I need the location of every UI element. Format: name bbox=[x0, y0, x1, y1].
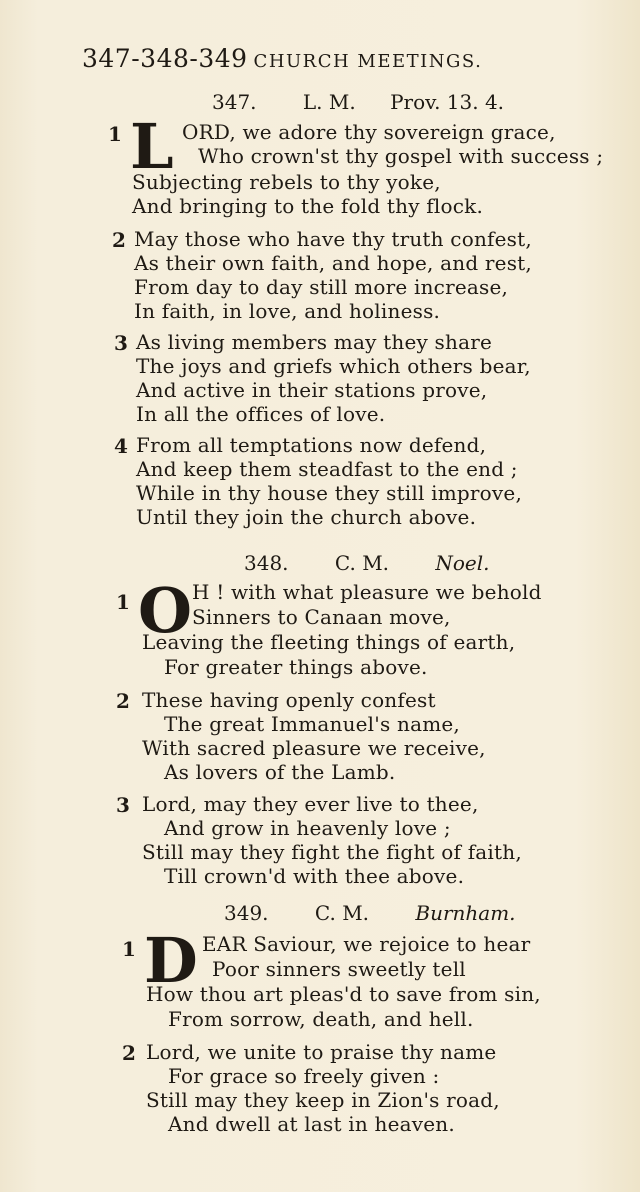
verse-line: For grace so freely given : bbox=[168, 1064, 440, 1088]
verse-line: Poor sinners sweetly tell bbox=[212, 957, 466, 981]
stanza-number: 2 bbox=[122, 1041, 136, 1065]
verse-line: And dwell at last in heaven. bbox=[168, 1112, 455, 1136]
hymn-tune: Noel. bbox=[435, 551, 490, 575]
verse-line: As lovers of the Lamb. bbox=[164, 760, 396, 784]
verse-line: Till crown'd with thee above. bbox=[164, 864, 465, 888]
verse-line: For greater things above. bbox=[164, 655, 428, 679]
stanza-number: 1 bbox=[116, 590, 130, 614]
running-head-numbers: 347-348-349 bbox=[82, 44, 248, 73]
stanza-number: 2 bbox=[116, 689, 130, 713]
verse-line: How thou art pleas'd to save from sin, bbox=[146, 982, 541, 1006]
hymn-tune: Burnham. bbox=[415, 901, 516, 925]
verse-line: And bringing to the fold thy flock. bbox=[132, 194, 484, 218]
hymn-header-349 bbox=[224, 901, 516, 925]
verse-line: Leaving the fleeting things of earth, bbox=[142, 630, 516, 654]
verse-line: While in thy house they still improve, bbox=[136, 481, 523, 505]
verse-line: And active in their stations prove, bbox=[136, 378, 488, 402]
drop-cap: L bbox=[130, 110, 174, 183]
hymn-meter: C. M. bbox=[314, 901, 370, 925]
stanza-number: 1 bbox=[122, 937, 136, 961]
stanza-number: 2 bbox=[112, 228, 126, 252]
verse-line: From day to day still more increase, bbox=[134, 275, 509, 299]
verse-line: Lord, we unite to praise thy name bbox=[146, 1040, 497, 1064]
hymn-header-348 bbox=[244, 551, 490, 575]
stanza-number: 4 bbox=[114, 434, 128, 458]
verse-line: EAR Saviour, we rejoice to hear bbox=[202, 932, 531, 956]
running-head bbox=[82, 44, 482, 73]
verse-line: Lord, may they ever live to thee, bbox=[142, 792, 479, 816]
hymn-number: 347. bbox=[212, 90, 257, 114]
verse-line: H ! with what pleasure we behold bbox=[192, 580, 542, 604]
verse-line: From sorrow, death, and hell. bbox=[168, 1007, 474, 1031]
verse-line: May those who have thy truth confest, bbox=[134, 227, 532, 251]
drop-cap: D bbox=[144, 924, 198, 997]
verse-line: Still may they fight the fight of faith, bbox=[142, 840, 522, 864]
verse-line: And grow in heavenly love ; bbox=[164, 816, 451, 840]
verse-line: In faith, in love, and holiness. bbox=[134, 299, 441, 323]
verse-line: These having openly confest bbox=[142, 688, 436, 712]
hymn-scripture: Prov. 13. 4. bbox=[390, 90, 505, 114]
verse-line: With sacred pleasure we receive, bbox=[142, 736, 486, 760]
stanza-number: 3 bbox=[116, 793, 130, 817]
verse-line: ORD, we adore thy sovereign grace, bbox=[182, 120, 556, 144]
verse-line: Subjecting rebels to thy yoke, bbox=[132, 170, 441, 194]
verse-line: In all the offices of love. bbox=[136, 402, 386, 426]
stanza-number: 3 bbox=[114, 331, 128, 355]
verse-line: As their own faith, and hope, and rest, bbox=[134, 251, 532, 275]
hymn-meter: C. M. bbox=[334, 551, 390, 575]
running-head-title: CHURCH MEETINGS. bbox=[253, 51, 483, 72]
drop-cap: O bbox=[138, 574, 193, 647]
hymn-number: 349. bbox=[224, 901, 269, 925]
hymn-meter: L. M. bbox=[302, 90, 356, 114]
verse-line: And keep them steadfast to the end ; bbox=[136, 457, 518, 481]
verse-line: From all temptations now defend, bbox=[136, 433, 487, 457]
stanza-number: 1 bbox=[108, 122, 122, 146]
verse-line: Still may they keep in Zion's road, bbox=[146, 1088, 500, 1112]
hymn-header-347 bbox=[212, 90, 504, 114]
verse-line: The great Immanuel's name, bbox=[164, 712, 460, 736]
verse-line: Who crown'st thy gospel with success ; bbox=[198, 144, 604, 168]
verse-line: Sinners to Canaan move, bbox=[192, 605, 451, 629]
hymn-number: 348. bbox=[244, 551, 289, 575]
verse-line: Until they join the church above. bbox=[136, 505, 477, 529]
verse-line: The joys and griefs which others bear, bbox=[136, 354, 531, 378]
verse-line: As living members may they share bbox=[136, 330, 492, 354]
